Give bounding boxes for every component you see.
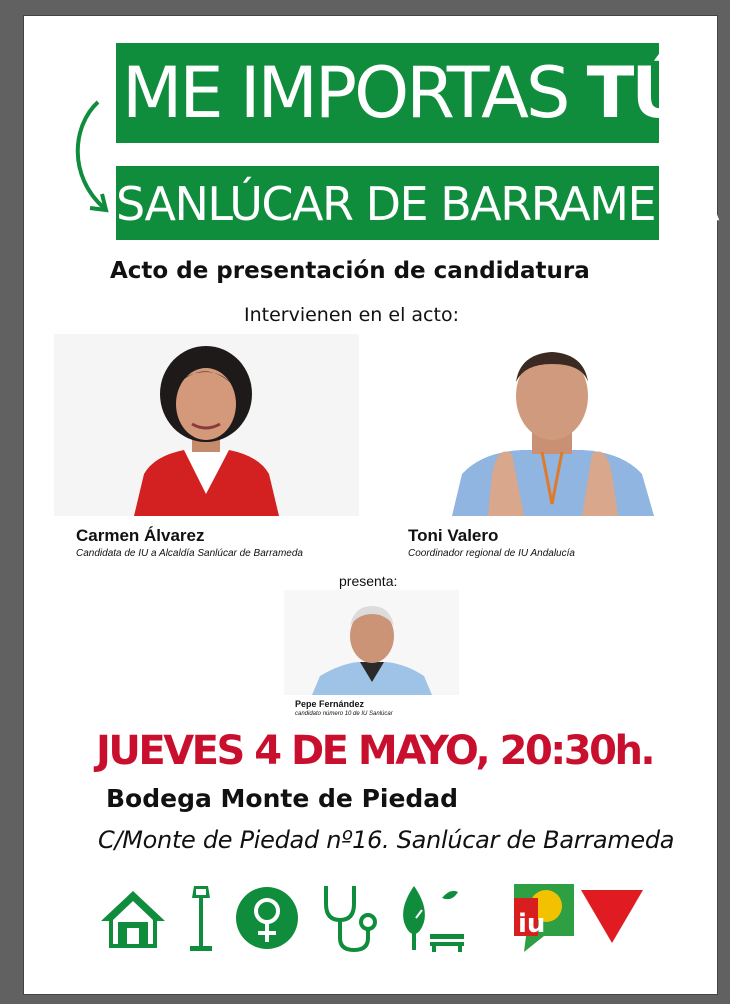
tree-bench-icon	[396, 884, 466, 952]
iu-logo-icon	[504, 880, 578, 954]
event-date: JUEVES 4 DE MAYO, 20:30h.	[96, 728, 654, 774]
house-icon	[98, 888, 168, 950]
female-symbol-icon	[235, 886, 299, 950]
presenter-heading: presenta:	[339, 573, 398, 589]
curved-arrow-icon	[64, 96, 114, 216]
presenter-role: candidato número 10 de IU Sanlúcar	[295, 711, 393, 717]
stethoscope-icon	[320, 882, 380, 954]
speaker-role: Candidata de IU a Alcaldía Sanlúcar de Barrameda	[76, 548, 303, 559]
speaker-photo-toni	[432, 334, 668, 516]
poster-sheet	[24, 16, 717, 994]
speakers-heading: Intervienen en el acto:	[244, 304, 459, 326]
headline-regular: ME IMPORTAS	[122, 52, 587, 134]
street-lamp-icon	[188, 882, 214, 954]
speaker-role: Coordinador regional de IU Andalucía	[408, 548, 575, 559]
speaker-photo-carmen	[54, 334, 359, 516]
presenter-photo	[284, 590, 459, 695]
red-triangle-icon	[581, 888, 643, 944]
speaker-name: Toni Valero	[408, 526, 499, 545]
speaker-name: Carmen Álvarez	[76, 526, 205, 545]
event-address: C/Monte de Piedad nº16. Sanlúcar de Barrameda	[98, 826, 675, 854]
event-venue: Bodega Monte de Piedad	[106, 784, 459, 813]
headline-bold: TÚ	[586, 52, 686, 134]
svg-text:iu: iu	[518, 909, 546, 939]
town-banner: SANLÚCAR DE BARRAMEDA	[116, 166, 659, 240]
presenter-name: Pepe Fernández	[295, 699, 365, 709]
event-subtitle: Acto de presentación de candidatura	[110, 258, 590, 284]
headline-banner	[116, 43, 686, 143]
